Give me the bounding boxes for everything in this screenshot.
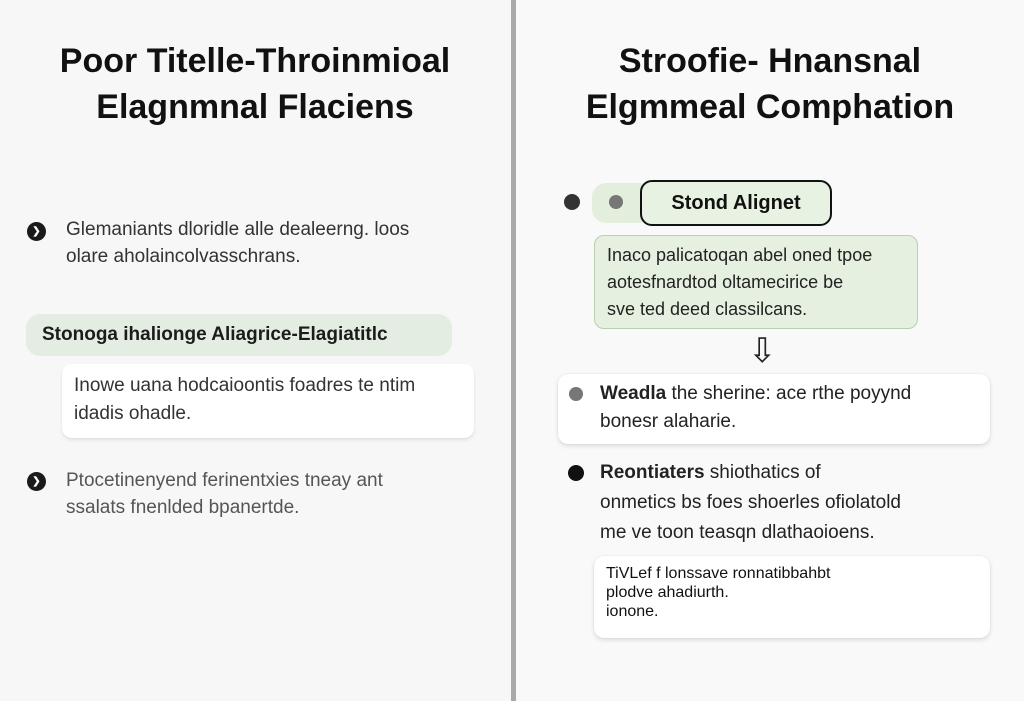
left-item2-line2: ssalats fnenlded bpanertde.	[66, 497, 300, 518]
bullet-dot-icon	[569, 387, 583, 401]
right-subcard-line2: plodve ahadiurth.	[606, 584, 729, 601]
chevron-right-icon: ❯	[27, 222, 46, 241]
right-card1-rest: the sherine: ace rthe poyynd	[666, 383, 912, 404]
right-card1-bold: Weadla	[600, 383, 667, 404]
right-subcard-line3: ionone.	[606, 603, 659, 620]
right-title-line1: Stroofie- Hnansnal	[618, 42, 922, 80]
right-card1-line2: bonesr alaharie.	[600, 411, 737, 432]
right-green-box-line1: Inaco palicatoqan abel oned tpoe	[607, 245, 873, 265]
right-card2-text	[600, 458, 901, 548]
left-card	[62, 364, 474, 438]
bullet-dot-icon	[609, 195, 623, 209]
right-panel	[516, 0, 1024, 701]
down-arrow-icon: ⇩	[748, 332, 777, 370]
right-green-box-text	[607, 242, 872, 323]
right-title-line2: Elgmmeal Comphation	[585, 88, 955, 126]
right-card2-bold: Reontiaters	[600, 462, 705, 483]
left-item1-line1: Glemaniants dloridle alle dealeerng. loos	[66, 219, 410, 240]
right-card1	[558, 374, 990, 444]
left-highlight-bar: Stonoga ihalionge Aliagrice-Elagiatitlc	[26, 314, 452, 356]
left-title	[20, 38, 490, 130]
chevron-right-icon: ❯	[27, 472, 46, 491]
right-green-box-line3: sve ted deed classilcans.	[607, 299, 808, 319]
right-card2-rest: shiothatics of	[704, 462, 821, 483]
right-subcard	[594, 556, 990, 638]
right-card1-text	[600, 380, 911, 436]
right-subcard-line1: TiVLef f lonssave ronnatibbahbt	[606, 565, 831, 582]
left-card-text	[74, 372, 415, 428]
strong-alignment-tag[interactable]: Stond Alignet	[640, 180, 832, 226]
left-item1-text	[66, 216, 409, 270]
right-green-box-line2: aotesfnardtod oltamecirice be	[607, 272, 844, 292]
left-title-line1: Poor Titelle-Throinmioal	[59, 42, 451, 80]
left-item1-line2: olare aholaincolvasschrans.	[66, 246, 301, 267]
bullet-dot-icon	[564, 194, 580, 210]
left-card-line1: Inowe uana hodcaioontis foadres te ntim	[74, 375, 416, 396]
right-subcard-text	[606, 564, 830, 621]
left-panel	[0, 0, 511, 701]
left-title-line2: Elagnmnal Flaciens	[96, 88, 414, 126]
right-green-box	[594, 235, 918, 329]
right-title	[516, 38, 1024, 130]
left-item2-line1: Ptocetinenyend ferinentxies tneay ant	[66, 470, 383, 491]
bullet-dot-icon	[568, 465, 584, 481]
right-card2-line3: me ve toon teasqn dlathaoioens.	[600, 522, 875, 543]
left-item2-text	[66, 467, 383, 521]
left-card-line2: idadis ohadle.	[74, 403, 192, 424]
right-card2-line2: onmetics bs foes shoerles ofiolatold	[600, 492, 901, 513]
